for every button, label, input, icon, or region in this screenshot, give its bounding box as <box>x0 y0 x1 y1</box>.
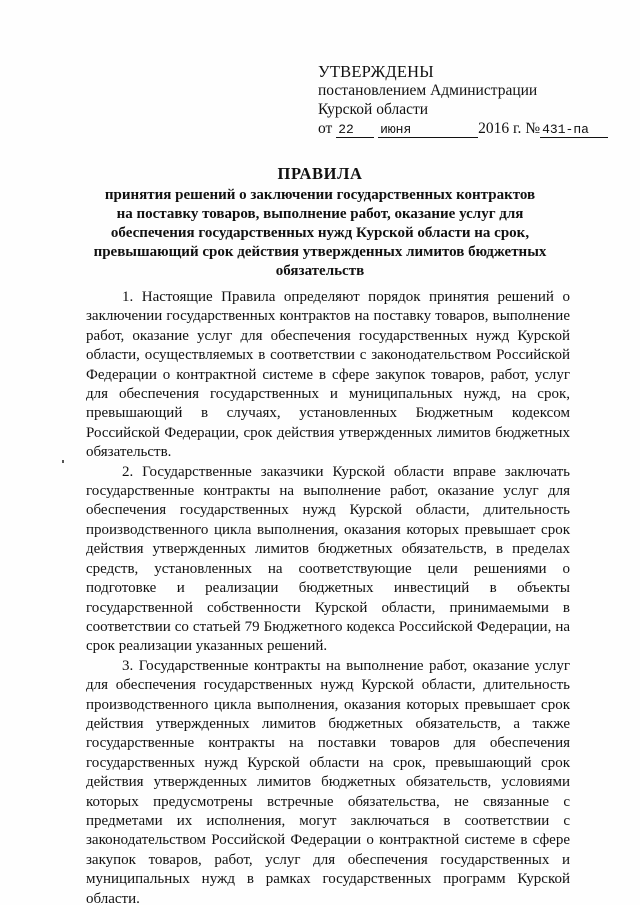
subtitle-line: на поставку товаров, выполнение работ, оказание услуг для <box>116 206 524 222</box>
date-year: 2016 г. <box>478 120 522 137</box>
paragraph-3: 3. Государственные контракты на выполнение работ, оказание услуг для обеспечения государственных нужд Курской области, длительность производственного цикла выполнения, оказания которых превышает срок действия утвержденных лимитов бюджетных обязательств, а также государственные контракты на поставки товаров для обеспечения государственных нужд Курской области на срок, превышающий срок действия утвержденных лимитов бюджетных обязательств, условиями которых предусмотрены встречные обязательства, не связанные с предметами их исполнения, могут заключаться в соответствии с законодательством Российской Федерации о контрактной системе в сфере закупок товаров, работ, услуг для обеспечения государственных и муниципальных нужд в рамках государственных программ Курской области. <box>86 657 570 907</box>
document-subtitle <box>60 186 580 281</box>
document-body <box>86 288 570 909</box>
paragraph-2: 2. Государственные заказчики Курской области вправе заключать государственные контракты на выполнение работ, оказание услуг для обеспечения государственных нужд Курской области, длительность производственного цикла выполнения, оказания которых превышает срок действия утвержденных лимитов бюджетных обязательств, в пределах средств, установленных на соответствующие цели решениями о подготовке и реализации бюджетных инвестиций в объекты государственной собственности Курской области, принимаемыми в соответствии со статьей 79 Бюджетного кодекса Российской Федерации, на срок реализации указанных решений. <box>86 463 570 655</box>
subtitle-line: превышающий срок действия утвержденных лимитов бюджетных <box>93 244 547 260</box>
approval-block <box>318 62 618 138</box>
approval-line-1: постановлением Администрации <box>318 82 538 99</box>
paragraph-1: 1. Настоящие Правила определяют порядок принятия решений о заключении государственных контрактов на поставку товаров, выполнение работ, оказание услуг для обеспечения государственных нужд Курской области, осуществляемых в соответствии с законодательством Российской Федерации о контрактной системе в сфере закупок товаров, работ, услуг для обеспечения государственных и муниципальных нужд, на срок, превышающий в случаях, установленных Бюджетным кодексом Российской Федерации, срок действия утвержденных лимитов бюджетных обязательств. <box>86 289 570 461</box>
subtitle-line: обязательств <box>275 263 365 279</box>
margin-mark <box>62 460 64 463</box>
approval-line-2: Курской области <box>318 101 429 118</box>
date-prefix: от <box>318 120 333 137</box>
date-day: 22 <box>336 123 374 138</box>
number-sign: № <box>525 120 541 137</box>
subtitle-line: принятия решений о заключении государственных контрактов <box>104 187 536 203</box>
approval-title: УТВЕРЖДЕНЫ <box>318 62 434 81</box>
document-number: 431-па <box>540 123 608 138</box>
subtitle-line: обеспечения государственных нужд Курской области на срок, <box>110 225 530 241</box>
date-month: июня <box>378 123 478 138</box>
document-title: ПРАВИЛА <box>277 164 363 183</box>
approval-date-line <box>318 119 618 138</box>
